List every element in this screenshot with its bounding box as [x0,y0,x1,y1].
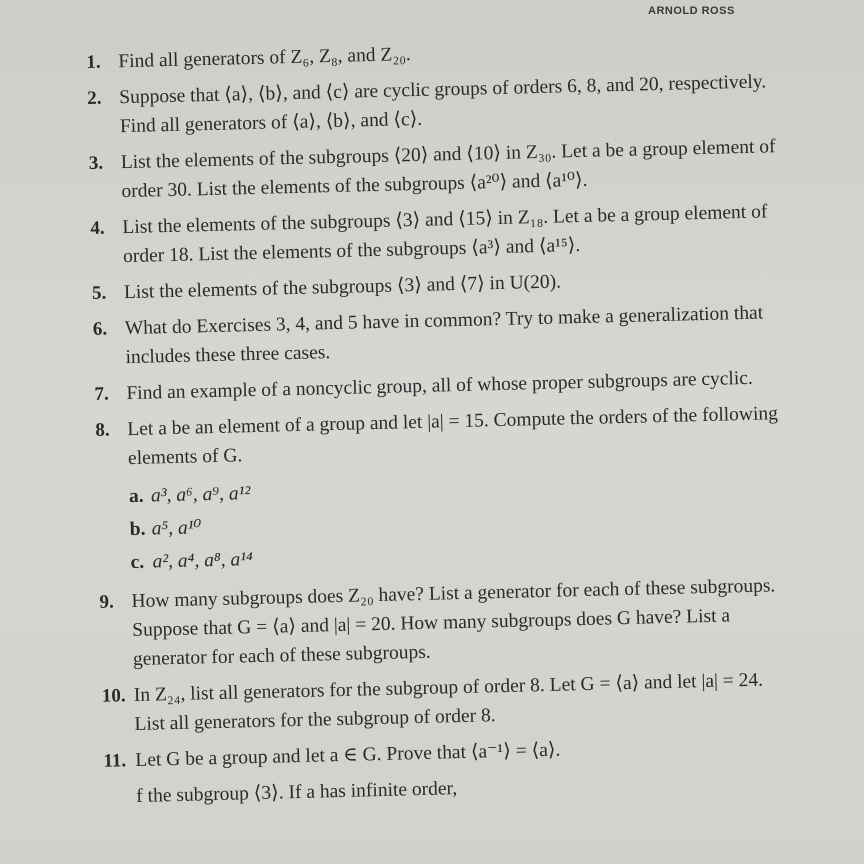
exercise-10 [101,665,792,740]
truncated-text: f the subgroup ⟨3⟩. If a has infinite order, [136,778,458,807]
exercise-8-parts [129,464,789,579]
exercise-text: Find all generators of Z₆, Z₈, and Z₂₀. [118,44,412,73]
part-label: a. [128,485,144,508]
exercise-number: 2. [86,87,102,109]
exercise-number: 3. [88,152,104,174]
exercise-2 [87,67,778,142]
part-label: b. [129,518,146,541]
exercise-number: 6. [92,318,108,340]
running-head: ARNOLD ROSS [648,5,735,17]
exercise-text: List the elements of the subgroups ⟨20⟩ and ⟨10⟩ in Z₃₀. Let a be a group element of order 30. List the elements of the subgroups ⟨a²⁰⟩ and ⟨a¹⁰⟩. [120,136,776,203]
exercise-text: Let G be a group and let a ∈ G. Prove that ⟨a⁻¹⟩ = ⟨a⟩. [135,739,561,772]
exercise-4 [90,197,781,272]
exercise-text: Let a be an element of a group and let |a| = 15. Compute the orders of the following elements of G. [127,403,779,470]
exercise-list [86,31,795,819]
exercise-6 [93,298,784,373]
exercise-number: 9. [99,591,115,613]
exercise-text: List the elements of the subgroups ⟨3⟩ and ⟨15⟩ in Z₁₈. Let a be a group element of order 18. List the elements of the subgroups ⟨a³⟩ and ⟨a¹⁵⟩. [122,201,768,268]
part-text: a³, a⁶, a⁹, a¹² [150,483,251,507]
exercise-9 [99,571,791,675]
part-text: a⁵, a¹⁰ [151,517,202,540]
exercise-number: 1. [86,51,101,73]
exercise-text: How many subgroups does Z₂₀ have? List a generator for each of these subgroups. Suppose that G = ⟨a⟩ and |a| = 20. How many subgroups does G have? List a generator for each of these subgroups. [131,575,776,671]
exercise-number: 11. [103,750,127,772]
exercise-text: Suppose that ⟨a⟩, ⟨b⟩, and ⟨c⟩ are cyclic groups of orders 6, 8, and 20, respectively. Find all generators of ⟨a⟩, ⟨b⟩, and ⟨c⟩. [118,71,767,138]
exercise-number: 8. [95,419,110,441]
exercise-text: In Z₂₄, list all generators for the subgroup of order 8. Let G = ⟨a⟩ and let |a| = 24. List all generators for the subgroup of order 8. [133,669,764,736]
exercise-text: What do Exercises 3, 4, and 5 have in common? Try to make a generalization that includes these three cases. [124,302,764,369]
part-label: c. [130,551,145,574]
exercise-3 [88,132,779,207]
exercise-number: 7. [94,383,109,405]
exercise-text: List the elements of the subgroups ⟨3⟩ and ⟨7⟩ in U(20). [123,271,562,304]
part-text: a², a⁴, a⁸, a¹⁴ [152,549,254,573]
exercise-text: Find an example of a noncyclic group, all of whose proper subgroups are cyclic. [126,367,754,405]
exercise-number: 10. [101,685,126,707]
exercise-number: 5. [91,282,107,304]
exercise-number: 4. [90,217,105,239]
exercise-8 [95,399,786,474]
